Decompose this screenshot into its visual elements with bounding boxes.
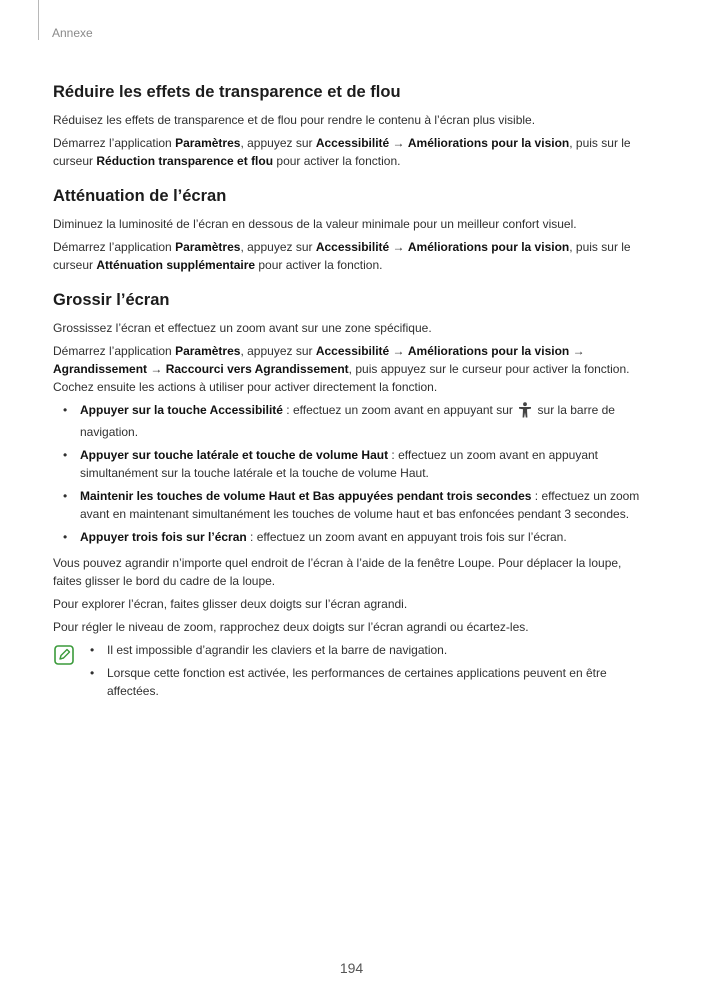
- section-dimming: [53, 186, 653, 274]
- paragraph-loupe: Vous pouvez agrandir n’importe quel endroit de l’écran à l’aide de la fenêtre Loupe. Pour déplacer la loupe, faites glisser le bord du cadre de la loupe.: [53, 556, 622, 588]
- header-rule: [38, 0, 39, 40]
- section-magnify: [53, 290, 653, 700]
- page-number: 194: [339, 960, 364, 976]
- running-header: Annexe: [52, 26, 93, 40]
- section-intro: Diminuez la luminosité de l’écran en dessous de la valeur minimale pour un meilleur confort visuel.: [53, 217, 577, 231]
- section-intro: Grossissez l’écran et effectuez un zoom avant sur une zone spécifique.: [53, 321, 432, 335]
- section-title: Atténuation de l’écran: [53, 187, 227, 205]
- note-box: [53, 641, 653, 700]
- page-content: [53, 82, 653, 705]
- section-intro: Réduisez les effets de transparence et de flou pour rendre le contenu à l’écran plus visible.: [53, 113, 536, 127]
- instructions: Démarrez l’application Paramètres, appuyez sur Accessibilité → Améliorations pour la vision → Agrandissement → Raccourci vers Agrandissement, puis appuyez sur le curseur pour activer la fonction. Cochez ensuite les actions à utiliser pour activer directement la fonction.: [53, 344, 630, 394]
- section-title: Grossir l’écran: [53, 291, 170, 309]
- instructions: Démarrez l’application Paramètres, appuyez sur Accessibilité → Améliorations pour la vision, puis sur le curseur Atténuation supplémentaire pour activer la fonction.: [53, 240, 631, 272]
- shortcut-options-list: [53, 401, 653, 546]
- list-item: • Maintenir les touches de volume Haut et Bas appuyées pendant trois secondes : effectuez un zoom avant en maintenant simultanément les touches de volume haut et bas enfoncées pendant 3 secondes.: [53, 487, 653, 523]
- instructions: Démarrez l’application Paramètres, appuyez sur Accessibilité → Améliorations pour la vision, puis sur le curseur Réduction transparence et flou pour activer la fonction.: [53, 136, 631, 168]
- list-item: • Appuyer sur touche latérale et touche de volume Haut : effectuez un zoom avant en appuyant simultanément sur la touche latérale et la touche de volume Haut.: [53, 446, 653, 482]
- paragraph-explore: Pour explorer l’écran, faites glisser deux doigts sur l’écran agrandi.: [53, 597, 408, 611]
- list-item: • Lorsque cette fonction est activée, les performances de certaines applications peuvent en être affectées.: [80, 664, 653, 700]
- note-pencil-icon: [54, 645, 74, 665]
- note-list: [53, 641, 653, 700]
- accessibility-icon: [518, 402, 532, 423]
- list-item: • Appuyer trois fois sur l’écran : effectuez un zoom avant en appuyant trois fois sur l’écran.: [53, 528, 653, 546]
- section-transparency: [53, 82, 653, 170]
- section-title: Réduire les effets de transparence et de flou: [53, 83, 401, 101]
- list-item: • Il est impossible d’agrandir les claviers et la barre de navigation.: [80, 641, 653, 659]
- paragraph-zoom-level: Pour régler le niveau de zoom, rapprochez deux doigts sur l’écran agrandi ou écartez-les.: [53, 620, 529, 634]
- list-item: • Appuyer sur la touche Accessibilité : effectuez un zoom avant en appuyant sur sur la barre de navigation.: [53, 401, 653, 441]
